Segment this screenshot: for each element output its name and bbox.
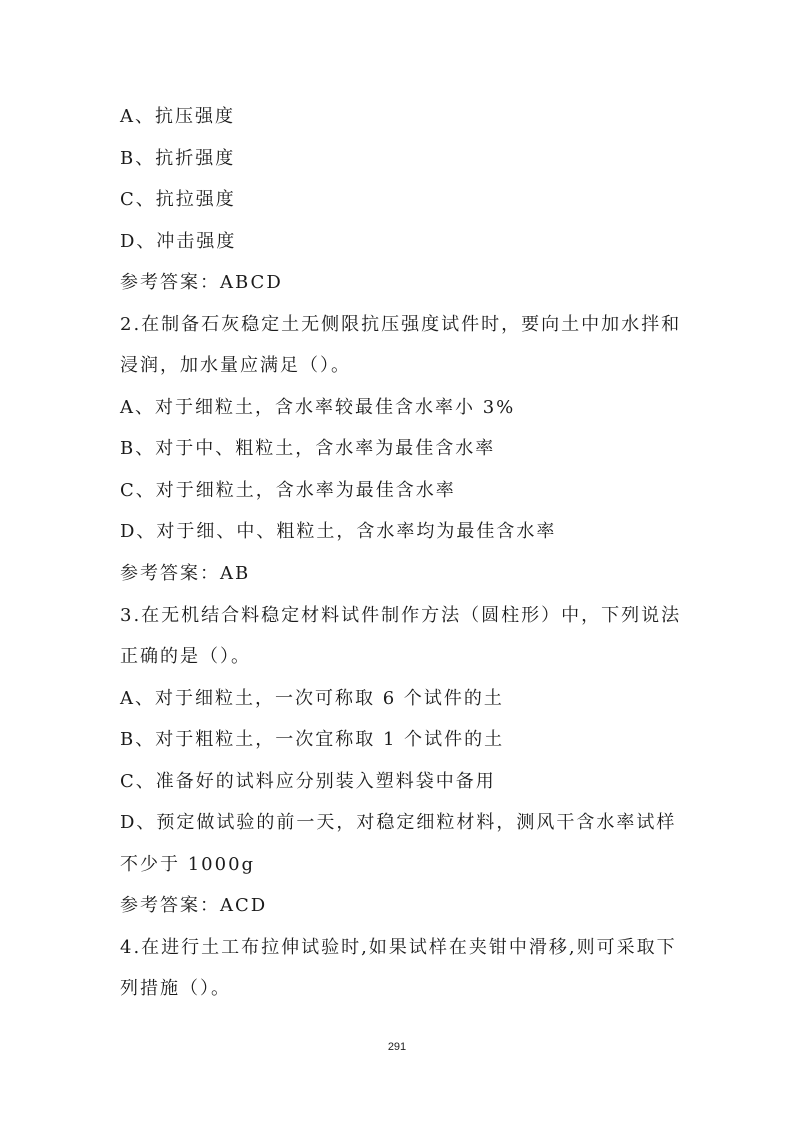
question-3-line-2: 正确的是（）。 <box>120 646 251 667</box>
option-c-q2: C、对于细粒土，含水率为最佳含水率 <box>120 480 456 501</box>
option-b-q3: B、对于粗粒土，一次宜称取 1 个试件的土 <box>120 729 505 750</box>
page-number: 291 <box>387 1041 407 1053</box>
question-4-line-1: 4.在进行土工布拉伸试验时,如果试样在夹钳中滑移,则可采取下 <box>120 937 677 958</box>
answer-q1: 参考答案：ABCD <box>120 272 283 293</box>
option-d-q3-line-1: D、预定做试验的前一天，对稳定细粒材料，测风干含水率试样 <box>120 812 677 833</box>
option-c-q3: C、准备好的试料应分别装入塑料袋中备用 <box>120 771 496 792</box>
answer-q2: 参考答案：AB <box>120 563 251 584</box>
answer-q3: 参考答案：ACD <box>120 895 268 916</box>
question-4-line-2: 列措施（）。 <box>120 978 231 999</box>
option-b-q1: B、抗折强度 <box>120 148 236 169</box>
option-d-q2: D、对于细、中、粗粒土，含水率均为最佳含水率 <box>120 521 557 542</box>
question-2-line-2: 浸润，加水量应满足（）。 <box>120 355 351 376</box>
option-d-q3-line-2: 不少于 1000g <box>120 854 256 875</box>
option-a-q1: A、抗压强度 <box>120 106 235 127</box>
question-2-line-1: 2.在制备石灰稳定土无侧限抗压强度试件时，要向土中加水拌和 <box>120 314 682 335</box>
option-c-q1: C、抗拉强度 <box>120 189 236 210</box>
option-b-q2: B、对于中、粗粒土，含水率为最佳含水率 <box>120 438 496 459</box>
option-a-q3: A、对于细粒土，一次可称取 6 个试件的土 <box>120 688 504 709</box>
option-a-q2: A、对于细粒土，含水率较最佳含水率小 3% <box>120 397 516 418</box>
option-d-q1: D、冲击强度 <box>120 231 237 252</box>
question-3-line-1: 3.在无机结合料稳定材料试件制作方法（圆柱形）中，下列说法 <box>120 605 682 626</box>
